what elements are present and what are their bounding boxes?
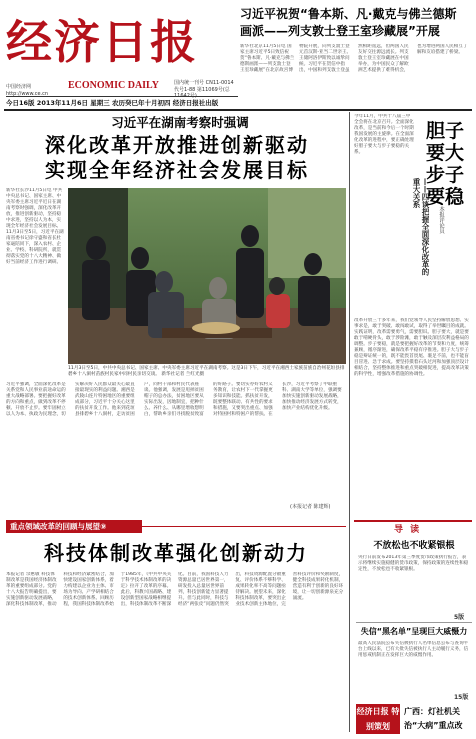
guide-item-page[interactable]: 5版 [454, 614, 465, 621]
column-divider [349, 112, 350, 732]
lead-byline: (本报记者 陈建辉) [290, 504, 331, 510]
top-right-headline-line2: 画派——列支敦士登王室珍藏展”开展 [240, 24, 440, 38]
promo-logo: 经济日报 特别策划 [356, 704, 400, 734]
date-line: 今日16版 2013年11月6日 星期三 农历癸巳年十月初四 经济日报社出版 [6, 96, 238, 108]
website-url[interactable]: 中国经济网 http://www.ce.cn [6, 84, 49, 97]
commentary-body: 改革开放三十多年来，我们党领导人民坚持解放思想、实事求是，敢于突破、敢闯敢试，取得了举世瞩目的成就。实践证明，改革需要勇气，需要胆识。胆子要大，就是要敢于啃硬骨头，敢于涉险滩，敢于触及深层次利益格局的调整。步子要稳，就是要把握好改革的节奏和力度，统筹兼顾，循序渐进，确保改革平稳有序推进。胆子大与步子稳是辩证统一的，既不能畏首畏尾、裹足不前，也不能盲目冒进、急于求成。要坚持摸着石头过河和加强顶层设计相结合，坚持整体推进和重点突破相促进，提高改革决策的科学性，增强改革措施的协调性。 [354, 318, 469, 377]
guide-item-title[interactable]: 失信“黑名单”呈现巨大威慑力 [360, 627, 468, 636]
english-name: ECONOMIC DAILY [68, 80, 160, 91]
guide-title: 导 读 [394, 525, 422, 535]
commentary-top-text: 今年11月，中共十八届三中全会将在北京召开。全面深化改革，是当前和今后一个时期我国发展的主旋律。在全面深化改革的进程中，要正确处理好胆子要大与步子要稳的关系。 [354, 114, 414, 155]
lead-photo[interactable] [68, 188, 346, 364]
guide-divider [356, 622, 472, 623]
top-right-headline-line1: 习近平祝贺“鲁本斯、凡·戴克与佛兰德斯 [240, 7, 457, 21]
top-right-body: 新华社北京11月5日电 国家主席习近平5日致信祝贺“鲁本斯、凡·戴克与佛兰德斯画派——列支敦士登王室珍藏展”在北京故宫博物院开展，向列支敦士登元首汉斯-亚当二世亲王、王储阿洛伊斯致以诚挚问候。习近平在贺信中指出，中国和列支敦士登虽然相距遥远，但两国人民友好交往源远流长。列支敦士登王室珍藏展在中国举办，为中国民众了解欧洲艺术提供了难得机会，也为增进两国人民相互了解和友谊搭建了桥梁。 [240, 44, 468, 73]
guide-item-title[interactable]: 不放松也不收紧银根 [373, 541, 455, 551]
commentary-headline[interactable]: 胆子要大 步子要稳 [425, 120, 464, 208]
lead-photo-image [68, 188, 346, 364]
section-label: 重点领域改革的回顾与展望⑨ [6, 520, 142, 533]
lead-left-column: 新华社长沙11月5日电 中共中央总书记、国家主席、中央军委主席习近平近日在湖南考察时强调，深化改革开放，推进创新驱动，坚持稳中求进，坚持以人为本，实现全年经济社会发展目标。11月3日至5日，习近平在湖南省委书记徐守盛和省长杜家毫陪同下，深入农村、企业、学校、科研院所，就贯彻落实党的十八大精神、做好当前经济工作进行调研。 [6, 188, 64, 265]
issue-info: 国内统一刊号 CN11-0014 代号1-88 第11069号(总11642号) [174, 80, 234, 99]
section-rule [142, 526, 346, 527]
promo-line1: 广西：灯社机关 [404, 707, 460, 716]
promo-line2: 治“大病”重点改 [404, 721, 463, 730]
newspaper-logo[interactable]: 经济日报 [6, 15, 198, 69]
commentary-subtitle: ——四谈把握全面深化改革的重大关系 [412, 178, 430, 276]
bottom-headline[interactable]: 科技体制改革强化创新动力 [44, 541, 308, 565]
promo-box[interactable] [356, 704, 472, 736]
masthead-divider [4, 109, 472, 111]
guide-item-page[interactable]: 15版 [454, 694, 469, 701]
lead-photo-caption: 11月3日至5日，中共中央总书记、国家主席、中央军委主席习近平在湖南考察。这是3日下午，习近平在湘西土家族苗族自治州花垣县排碧乡十八洞村苗族村民家中同村民亲切交谈。 新华社记者 兰红光摄 [68, 366, 345, 377]
commentary-author: 本报评论员 [438, 206, 444, 234]
guide-item-text: 最高人民法院公布失信被执行人名单信息公布与查询平台上线以来，已有大批失信被执行人主动履行义务，信用惩戒机制正在发挥巨大的威慑作用。 [358, 641, 469, 658]
lead-headline-line2[interactable]: 实现全年经济社会发展目标 [45, 158, 309, 182]
lead-headline-line1[interactable]: 深化改革开放推进创新驱动 [45, 133, 309, 157]
lead-body: 习近平强调，全面深化改革是关系党和人民事业前途命运的重大战略部署。要把握好改革的方向和重点，做到改革不停顿、开放不止步。要牢固树立以人为本、执政为民理念，切实解决好人民群众最关心最直接最现实的利益问题。湘西是武陵山连片特困地区的重要组成部分，习近平十分关心这里的扶贫开发工作。他来到花垣县排碧乡十八洞村，走访贫困户，同村干部和村民代表座谈。他强调，发展是甩掉贫困帽子的总办法，贫困地区要从实际出发，因地制宜，把种什么、养什么、从哪里增收想明白，帮助乡亲们寻找脱贫致富的好路子。要切实办好农村义务教育，让农村下一代掌握更多知识和技能。抓扶贫开发，既要整体联动、有共性的要求和措施，又要突出重点、加强对特困村和特困户的帮扶。在长沙，习近平考察了中联重科、湖南大学等单位，强调要加快实施创新驱动发展战略，加快推动经济发展方式转变，加快产业结构优化升级。 [6, 382, 342, 417]
bottom-body: 本报记者 佘惠敏 科技体制改革是我国经济体制改革的重要组成部分。党的十八大报告明确提出，要实施创新驱动发展战略，深化科技体制改革，推动科技和经济紧密结合，加快建设国家创新体系，着力构建以企业为主体、市场为导向、产学研相结合的技术创新体系。回顾历程，我国科技体制改革始于1985年，《中共中央关于科学技术体制改革的决定》拉开了改革的序幕。此后，科教兴国战略、建设创新型国家战略相继提出，科技体制改革不断深化。目前，我国科技人力资源总量已居世界第一，研发投入总量居世界前列，科技创新能力显著提升。但与此同时，科技与经济“两张皮”问题仍然突出，科技资源配置分散重复、评价体系不够科学、成果转化率不高等问题亟待解决。展望未来，深化科技体制改革，要突出企业技术创新主体地位，完善科技评价和奖励制度，健全科技成果转化机制，营造有利于创新的良好环境，让一切创新源泉充分涌流。 [6, 572, 344, 607]
lead-kicker: 习近平在湖南考察时强调 [111, 115, 249, 130]
guide-item-text: 央行日前发布2013年第三季度货币政策执行报告，表示将继续实施稳健的货币政策，保持政策的连续性和稳定性，不放松也不收紧银根。 [358, 555, 469, 572]
top-right-headline[interactable] [240, 6, 472, 40]
